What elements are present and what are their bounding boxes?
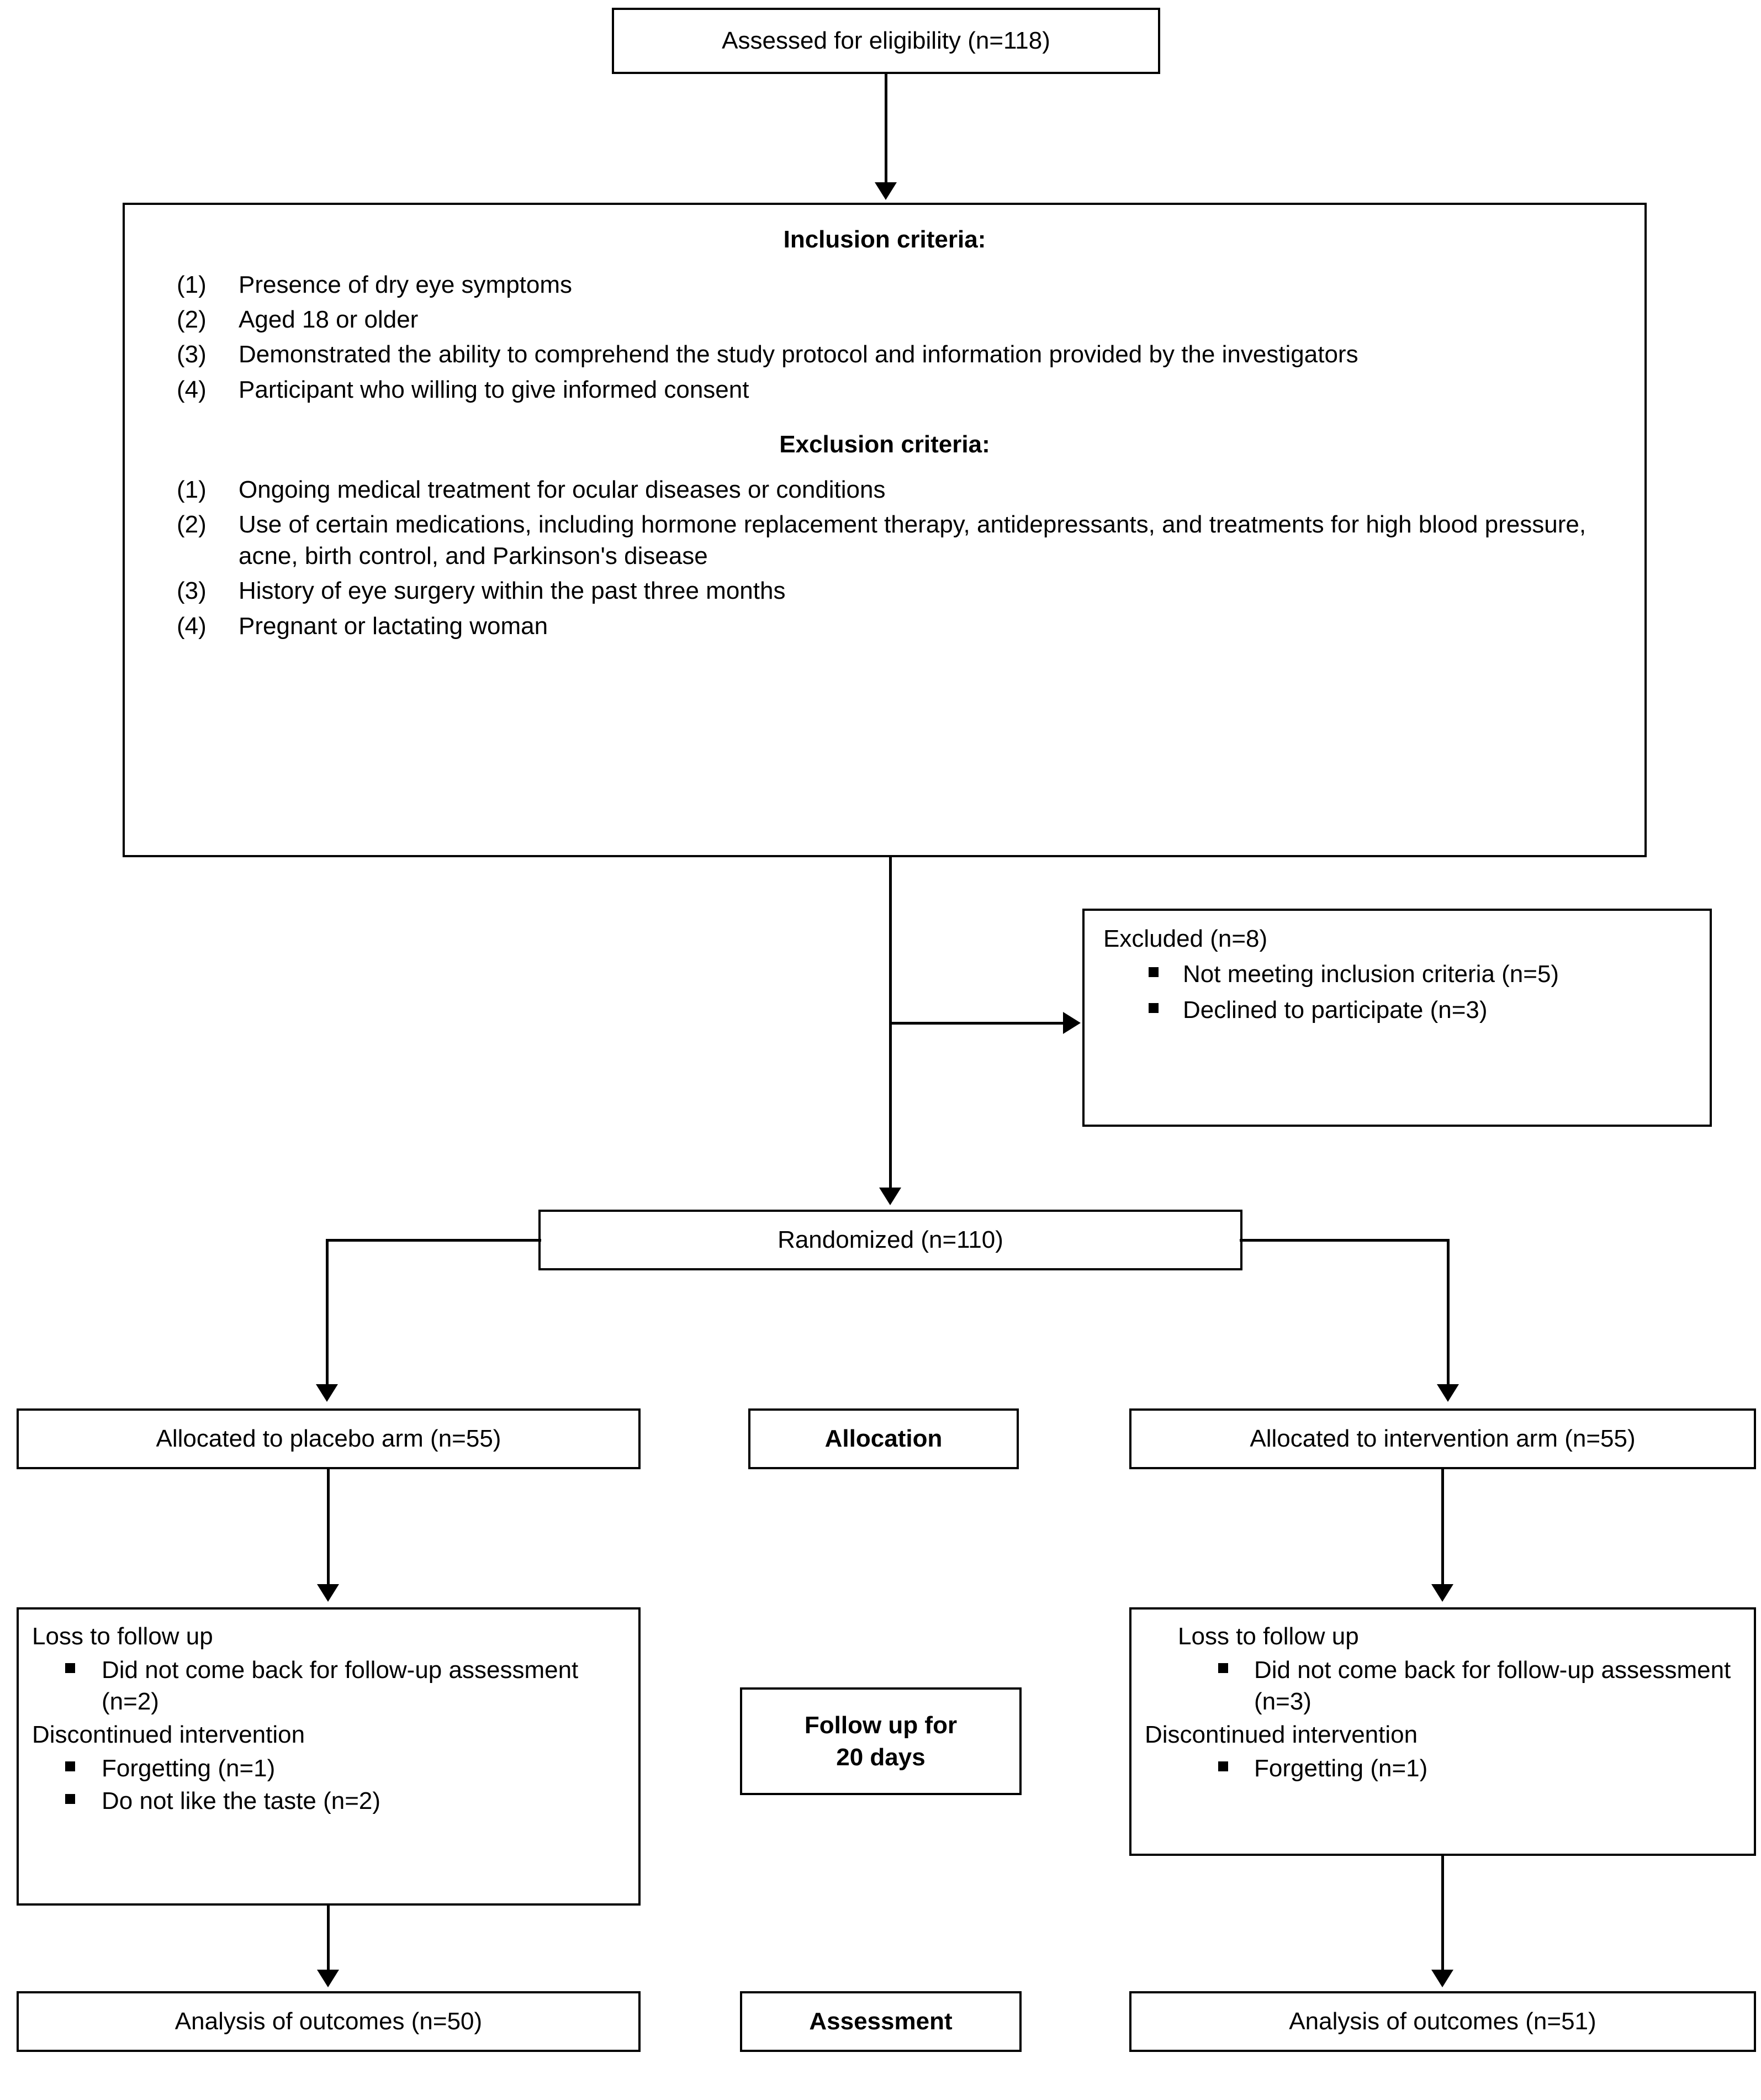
item-number: (2) xyxy=(177,306,207,334)
list-item xyxy=(150,339,1619,370)
assessment-stage-text: Assessment xyxy=(809,2008,953,2035)
arrowhead-to-placebo-allocation xyxy=(316,1384,338,1402)
item-text: Declined to participate (n=3) xyxy=(1183,996,1488,1024)
square-bullet-icon xyxy=(65,1663,75,1673)
list-item xyxy=(150,509,1619,572)
arrowhead-intervention-analysis xyxy=(1431,1970,1453,1987)
list-item xyxy=(150,610,1619,642)
connector-left-down xyxy=(326,1239,329,1385)
node-allocated-placebo xyxy=(17,1408,641,1469)
item-text: Not meeting inclusion criteria (n=5) xyxy=(1183,961,1559,988)
item-text: Demonstrated the ability to comprehend the study protocol and information provided by the investigators xyxy=(239,341,1358,368)
item-text: Ongoing medical treatment for ocular diseases or conditions xyxy=(239,476,886,503)
square-bullet-icon xyxy=(65,1794,75,1804)
arrowhead-intervention-followup xyxy=(1431,1584,1453,1602)
node-analysis-intervention xyxy=(1129,1991,1756,2052)
list-item xyxy=(150,575,1619,606)
item-text: Aged 18 or older xyxy=(239,306,419,334)
arrowhead-to-intervention-allocation xyxy=(1437,1384,1459,1402)
item-number: (3) xyxy=(177,577,207,605)
intervention-loss-list xyxy=(1144,1654,1742,1717)
stage-label-followup xyxy=(740,1687,1022,1795)
stage-label-allocation xyxy=(748,1408,1019,1469)
square-bullet-icon xyxy=(1149,1003,1159,1013)
item-number: (4) xyxy=(177,376,207,403)
placebo-discontinued-heading: Discontinued intervention xyxy=(32,1721,305,1748)
followup-stage-text-line2: 20 days xyxy=(836,1743,926,1771)
excluded-title: Excluded (n=8) xyxy=(1103,925,1268,952)
exclusion-criteria-heading: Exclusion criteria: xyxy=(779,430,990,458)
arrowhead-eligibility-to-criteria xyxy=(875,182,897,200)
connector-eligibility-to-criteria xyxy=(885,74,887,183)
connector-intervention-alloc-to-followup xyxy=(1441,1469,1444,1585)
item-number: (3) xyxy=(177,341,207,368)
intervention-loss-heading: Loss to follow up xyxy=(1178,1623,1359,1650)
node-followup-placebo xyxy=(17,1607,641,1906)
intervention-discontinued-list xyxy=(1144,1753,1742,1784)
analysis-intervention-label: Analysis of outcomes (n=51) xyxy=(1289,2008,1596,2035)
item-number: (2) xyxy=(177,510,207,538)
connector-right-down xyxy=(1447,1239,1450,1385)
list-item xyxy=(31,1654,626,1717)
node-analysis-placebo xyxy=(17,1991,641,2052)
list-item xyxy=(150,374,1619,405)
connector-intervention-followup-to-analysis xyxy=(1441,1856,1444,1972)
square-bullet-icon xyxy=(1218,1663,1228,1673)
item-text: Forgetting (n=1) xyxy=(102,1754,276,1782)
randomized-label: Randomized (n=110) xyxy=(778,1226,1003,1254)
square-bullet-icon xyxy=(1149,967,1159,977)
list-item xyxy=(150,304,1619,335)
item-text: Pregnant or lactating woman xyxy=(239,612,548,640)
item-text: Forgetting (n=1) xyxy=(1254,1754,1428,1782)
item-number: (1) xyxy=(177,476,207,503)
stage-label-assessment xyxy=(740,1991,1022,2052)
node-allocated-intervention xyxy=(1129,1408,1756,1469)
allocated-intervention-label: Allocated to intervention arm (n=55) xyxy=(1250,1425,1636,1453)
arrowhead-to-excluded xyxy=(1063,1012,1081,1034)
allocated-placebo-label: Allocated to placebo arm (n=55) xyxy=(156,1425,501,1453)
item-text: Did not come back for follow-up assessment (n=2) xyxy=(102,1656,579,1716)
connector-randomized-right xyxy=(1240,1239,1450,1242)
list-item xyxy=(1100,994,1694,1026)
item-number: (4) xyxy=(177,612,207,640)
list-item xyxy=(1144,1654,1742,1717)
item-text: Do not like the taste (n=2) xyxy=(102,1787,381,1814)
inclusion-criteria-list xyxy=(150,269,1619,405)
arrowhead-placebo-followup xyxy=(317,1584,339,1602)
arrowhead-criteria-to-randomized xyxy=(879,1188,901,1205)
list-item xyxy=(150,474,1619,505)
list-item xyxy=(1100,958,1694,990)
node-followup-intervention xyxy=(1129,1607,1756,1856)
item-text: Did not come back for follow-up assessment (n=3) xyxy=(1254,1656,1731,1716)
followup-stage-text-line1: Follow up for xyxy=(804,1712,958,1739)
placebo-discontinued-list xyxy=(31,1753,626,1817)
excluded-reason-list xyxy=(1100,958,1694,1026)
assessed-for-eligibility-label: Assessed for eligibility (n=118) xyxy=(722,27,1050,55)
connector-randomized-left xyxy=(326,1239,541,1242)
item-text: History of eye surgery within the past three months xyxy=(239,577,786,605)
node-assessed-for-eligibility xyxy=(612,8,1160,74)
exclusion-criteria-list xyxy=(150,474,1619,642)
square-bullet-icon xyxy=(65,1761,75,1771)
intervention-discontinued-heading: Discontinued intervention xyxy=(1145,1721,1418,1748)
item-text: Presence of dry eye symptoms xyxy=(239,271,573,298)
analysis-placebo-label: Analysis of outcomes (n=50) xyxy=(174,2008,483,2035)
placebo-loss-heading: Loss to follow up xyxy=(32,1623,213,1650)
arrowhead-placebo-analysis xyxy=(317,1970,339,1987)
connector-placebo-followup-to-analysis xyxy=(327,1906,330,1972)
list-item xyxy=(150,269,1619,300)
list-item xyxy=(31,1753,626,1784)
allocation-stage-text: Allocation xyxy=(824,1425,943,1453)
placebo-loss-list xyxy=(31,1654,626,1717)
node-eligibility-criteria xyxy=(123,203,1647,857)
node-excluded xyxy=(1082,909,1712,1127)
connector-placebo-alloc-to-followup xyxy=(327,1469,330,1585)
item-text: Use of certain medications, including hormone replacement therapy, antidepressants, and treatments for high blood pressure, acne, birth control, and Parkinson's disease xyxy=(239,510,1587,570)
square-bullet-icon xyxy=(1218,1761,1228,1771)
list-item xyxy=(1144,1753,1742,1784)
item-number: (1) xyxy=(177,271,207,298)
item-text: Participant who willing to give informed consent xyxy=(239,376,749,403)
connector-to-excluded xyxy=(889,1022,1066,1025)
node-randomized xyxy=(538,1210,1242,1270)
inclusion-criteria-heading: Inclusion criteria: xyxy=(783,226,986,253)
list-item xyxy=(31,1785,626,1817)
